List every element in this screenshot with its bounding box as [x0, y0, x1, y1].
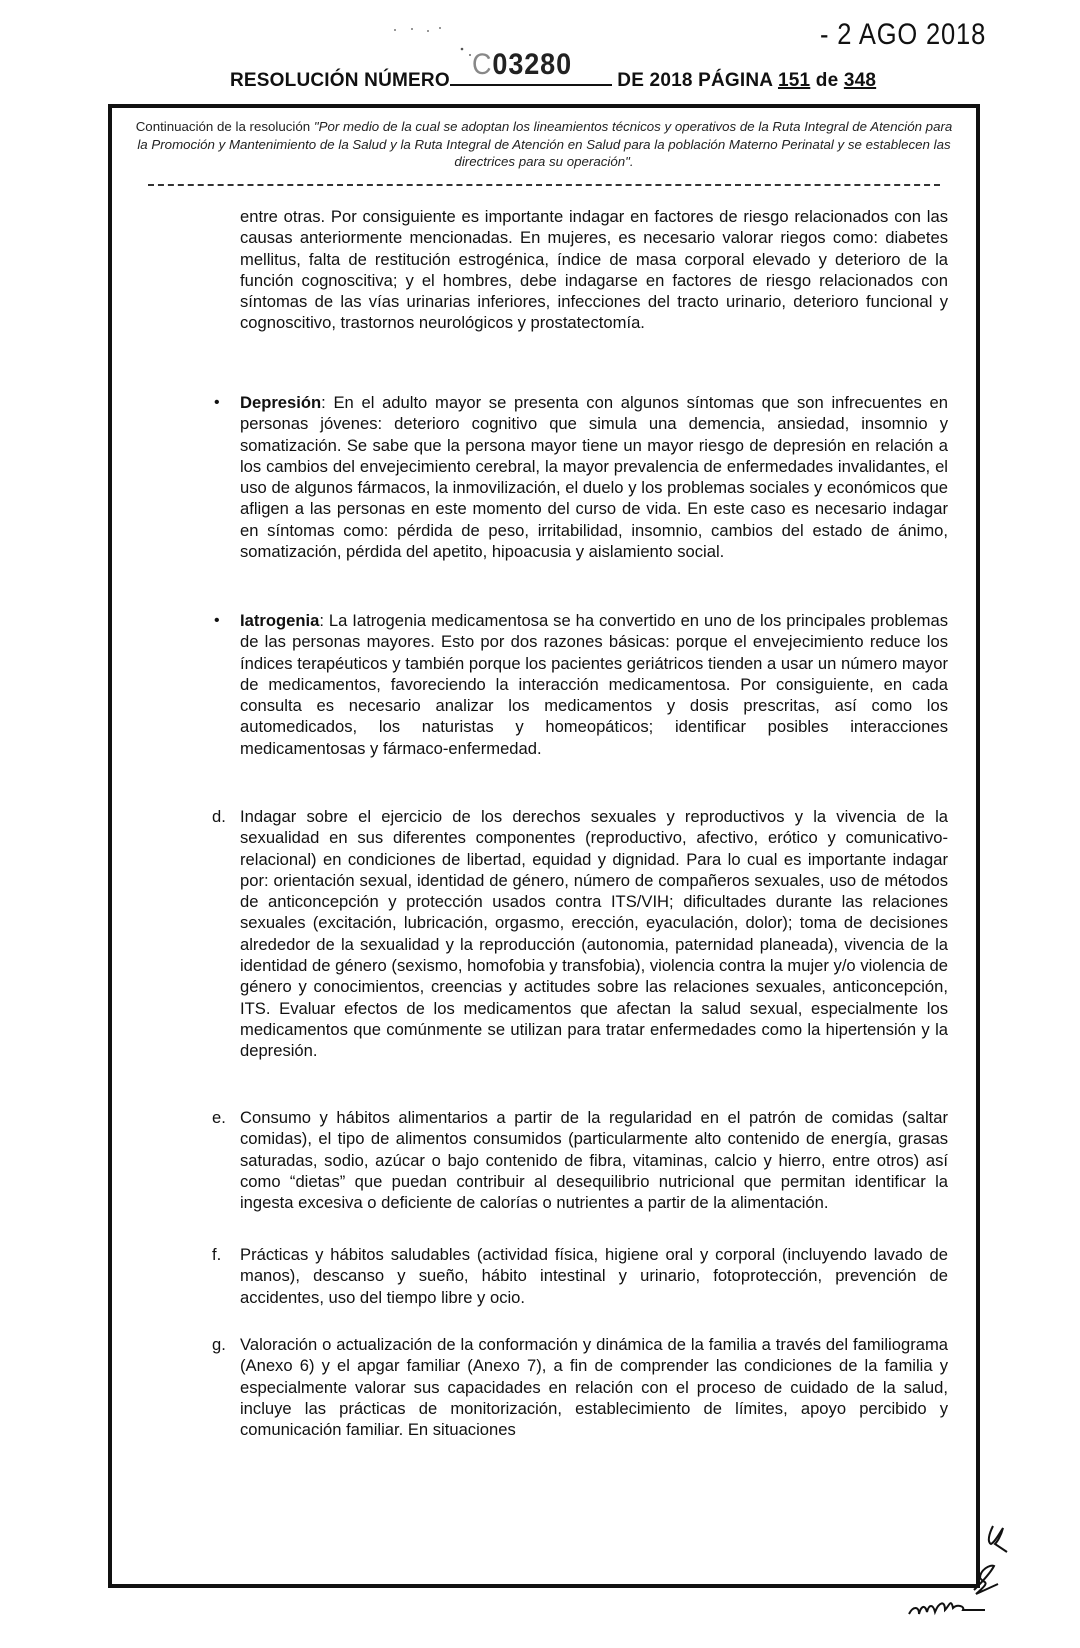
item-text: Consumo y hábitos alimentarios a partir de la regularidad en el patrón de comidas (saltar comidas), el tipo de alimentos consumidos (particularmente alto contenido de energía, grasas saturadas, sodio, azúcar o bajo contenido de fibra, vitaminas, calcio y hierro, entre otros) así como “dietas” que puedan contribuir al desequilibrio nutricional que permitan identificar la ingesta excesiva o deficiente de calorías o nutrientes a partir de la alimentación.: [240, 1108, 948, 1213]
date-stamp: - 2 AGO 2018: [820, 18, 987, 51]
item-label: d.: [212, 807, 226, 826]
intro-paragraph: entre otras. Por consiguiente es importante indagar en factores de riesgo relacionados con las causas anteriormente mencionadas. En mujeres, es necesario valorar riegos como: diabetes mellitus, falta de restitución estrogénica, índice de masa corporal elevado y deterioro de la función cognoscitiva; y el hombres, debe indagarse en factores de riesgo relacionados con síntomas de las vías urinarias inferiores, infecciones del tracto urinario, deterioro funcional y cognoscitivo, trastornos neurológicos y prostatectomía.: [240, 207, 948, 333]
stamp-number-faint: C: [472, 48, 493, 81]
document-frame: [108, 104, 980, 1588]
page-number: 151: [777, 70, 811, 91]
item-text: Indagar sobre el ejercicio de los derechos sexuales y reproductivos y la vivencia de la sexualidad en sus diferentes componentes (reproductivo, afectivo, erótico y comunicativo- relacional) en condiciones de libertad, equidad y dignidad. Para lo cual es importante indagar por: orientación sexual, identidad de género, número de compañeros sexuales, uso de métodos de anticoncepción y protección usados contra ITS/VIH; dificultades durante las relaciones sexuales (excitación, lubricación, orgasmo, erección, eyaculación, dolor); toma de decisiones alrededor de la sexualidad y la reproducción (autonomia, paternidad planeada), vivencia de la identidad de género (sexismo, homofobia y transfobia), violencia contra la mujer y/o violencia de género y conocimientos, creencias y actitudes sobre las relaciones sexuales, anticoncepción, ITS. Evaluar efectos de los medicamentos que afectan la salud sexual, especialmente los medicamentos que comúnmente se utilizan para tratar enfermedades como la hipertensión y la depresión.: [240, 807, 948, 1061]
bullet-iatrogenia: [214, 610, 948, 759]
header-of: de: [815, 70, 839, 91]
header-mid: DE 2018 PÁGINA: [617, 70, 773, 91]
item-f: [212, 1244, 948, 1308]
header-prefix: RESOLUCIÓN NÚMERO: [230, 70, 450, 91]
continuation-lead: Continuación de la resolución: [135, 119, 314, 134]
total-pages: 348: [843, 70, 877, 91]
item-label: f.: [212, 1245, 222, 1264]
bullet-term: Depresión: [240, 393, 322, 412]
item-label: e.: [212, 1108, 226, 1127]
continuation-header: [112, 118, 976, 171]
handwritten-signature-icon: [905, 1592, 1005, 1622]
continuation-title: "Por medio de la cual se adoptan los lineamientos técnicos y operativos de la Ruta Integral de Atención para la Promoción y Mantenimiento de la Salud y la Ruta Integral de Atención en Salud para la población Materno Perinatal y se establecen las directrices para su operación".: [137, 119, 953, 169]
item-g: [212, 1334, 948, 1440]
bullet-depresion: [214, 392, 948, 562]
item-label: g.: [212, 1335, 226, 1354]
resolution-header: [230, 66, 876, 92]
item-d: [212, 806, 948, 1062]
bullet-icon: •: [214, 394, 220, 411]
bullet-text: : La Iatrogenia medicamentosa se ha convertido en uno de los principales problemas de las personas mayores. Esto por dos razones básicas: porque el envejecimiento reduce los índices terapéuticos y también porque los pacientes geriátricos tienden a usar un número mayor de medicamentos, favoreciendo la interacción medicamentosa. Por consiguiente, en cada consulta es necesario analizar los medicamentos y dosis prescritas, así como los automedicados, los naturistas y homeopáticos; identificar posibles interacciones medicamentosas y fármaco-enfermedad.: [240, 611, 948, 758]
stamp-number: 03280: [492, 48, 572, 81]
bullet-term: Iatrogenia: [240, 611, 320, 630]
item-e: [212, 1107, 948, 1213]
bullet-text: : En el adulto mayor se presenta con algunos síntomas que son infrecuentes en personas jóvenes: deterioro cognitivo que simula una demencia, ansiedad, insomnio y somatización. Se sabe que la persona mayor tiene un mayor riesgo de depresión en relación a los cambios del envejecimiento cerebral, la mayor prevalencia de enfermedades invalidantes, el uso de algunos fármacos, la inmovilización, el duelo y los problemas sociales y económicos que afligen a las personas en este momento del curso de vida. En este caso es necesario indagar en síntomas como: pérdida de peso, irritabilidad, insomnio, cambios del estado de ánimo, somatización, pérdida del apetito, hipoacusia y aislamiento social.: [240, 393, 948, 562]
bullet-icon: •: [214, 612, 220, 629]
item-text: Valoración o actualización de la conformación y dinámica de la familia a través del familiograma (Anexo 6) y el apgar familiar (Anexo 7), a fin de comprender las condiciones de la familia y especialmente valorar sus capacidades en relación con el proceso de cuidado de la salud, incluye las prácticas de monitorización, establecimiento de límites, apoyo percibido y comunicación familiar. En situaciones: [240, 1335, 948, 1440]
handwritten-initial-icon: [985, 1520, 1025, 1560]
number-blank-line: [450, 66, 612, 86]
scan-specks: [390, 25, 480, 65]
item-text: Prácticas y hábitos saludables (actividad física, higiene oral y corporal (incluyendo lavado de manos), descanso y sueño, hábito intestinal y urinario, fotoprotección, prevención de accidentes, uso del tiempo libre y ocio.: [240, 1245, 948, 1307]
dashed-separator: [148, 184, 940, 186]
